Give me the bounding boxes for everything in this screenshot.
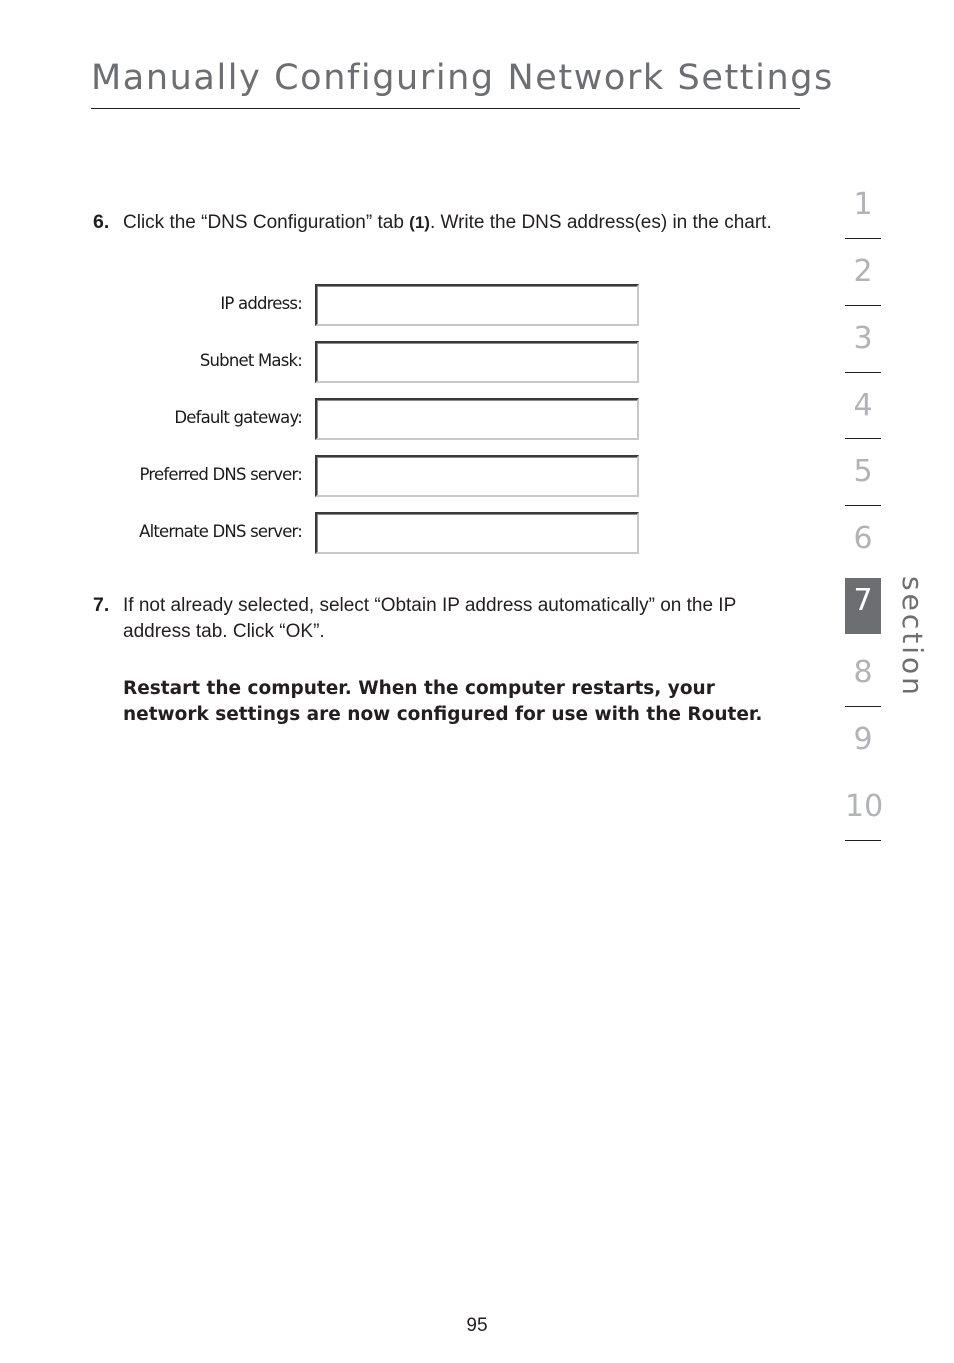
section-divider [845, 505, 881, 506]
field-label: Subnet Mask: [199, 351, 302, 370]
form-row-subnet-mask [110, 341, 650, 387]
form-row-ip-address [110, 284, 650, 330]
section-divider [845, 706, 881, 707]
field-label: IP address: [220, 294, 302, 313]
section-divider [845, 305, 881, 306]
section-divider [845, 238, 881, 239]
section-nav-item-8[interactable]: 8 [853, 655, 873, 690]
section-divider [845, 438, 881, 439]
section-nav-item-4[interactable]: 4 [853, 388, 873, 423]
section-nav-item-5[interactable]: 5 [853, 454, 873, 489]
alternate-dns-field[interactable] [315, 512, 639, 554]
section-nav-item-2[interactable]: 2 [853, 254, 873, 289]
section-nav-item-10[interactable]: 10 [845, 789, 884, 824]
page-title: Manually Configuring Network Settings [91, 58, 834, 98]
restart-note: Restart the computer. When the computer restarts, your network settings are now configured for use with the Router. [123, 678, 763, 725]
step-number: 6. [93, 211, 110, 233]
field-label: Preferred DNS server: [139, 465, 302, 484]
section-nav-item-3[interactable]: 3 [853, 321, 873, 356]
ip-address-field[interactable] [315, 284, 639, 326]
preferred-dns-field[interactable] [315, 455, 639, 497]
section-nav-item-6[interactable]: 6 [853, 521, 873, 556]
form-row-alternate-dns [110, 512, 650, 558]
section-divider [845, 372, 881, 373]
field-label: Default gateway: [174, 408, 302, 427]
section-divider [845, 840, 881, 841]
step-text: If not already selected, select “Obtain IP address automatically” on the IP address tab. Click “OK”. [123, 595, 736, 642]
field-label: Alternate DNS server: [139, 522, 302, 541]
section-label: section [896, 576, 929, 698]
section-nav-item-7-active[interactable]: 7 [845, 578, 881, 634]
step-number: 7. [93, 594, 110, 616]
form-row-default-gateway [110, 398, 650, 444]
section-nav-item-9[interactable]: 9 [853, 722, 873, 757]
default-gateway-field[interactable] [315, 398, 639, 440]
form-row-preferred-dns [110, 455, 650, 501]
dns-form-illustration [110, 284, 650, 564]
callout-ref: (1) [409, 213, 430, 232]
subnet-mask-field[interactable] [315, 341, 639, 383]
step-text: Click the “DNS Configuration” tab (1). Write the DNS address(es) in the chart. [123, 212, 772, 233]
page-number: 95 [466, 1315, 488, 1336]
title-divider [91, 108, 800, 109]
section-nav-item-1[interactable]: 1 [853, 187, 873, 222]
